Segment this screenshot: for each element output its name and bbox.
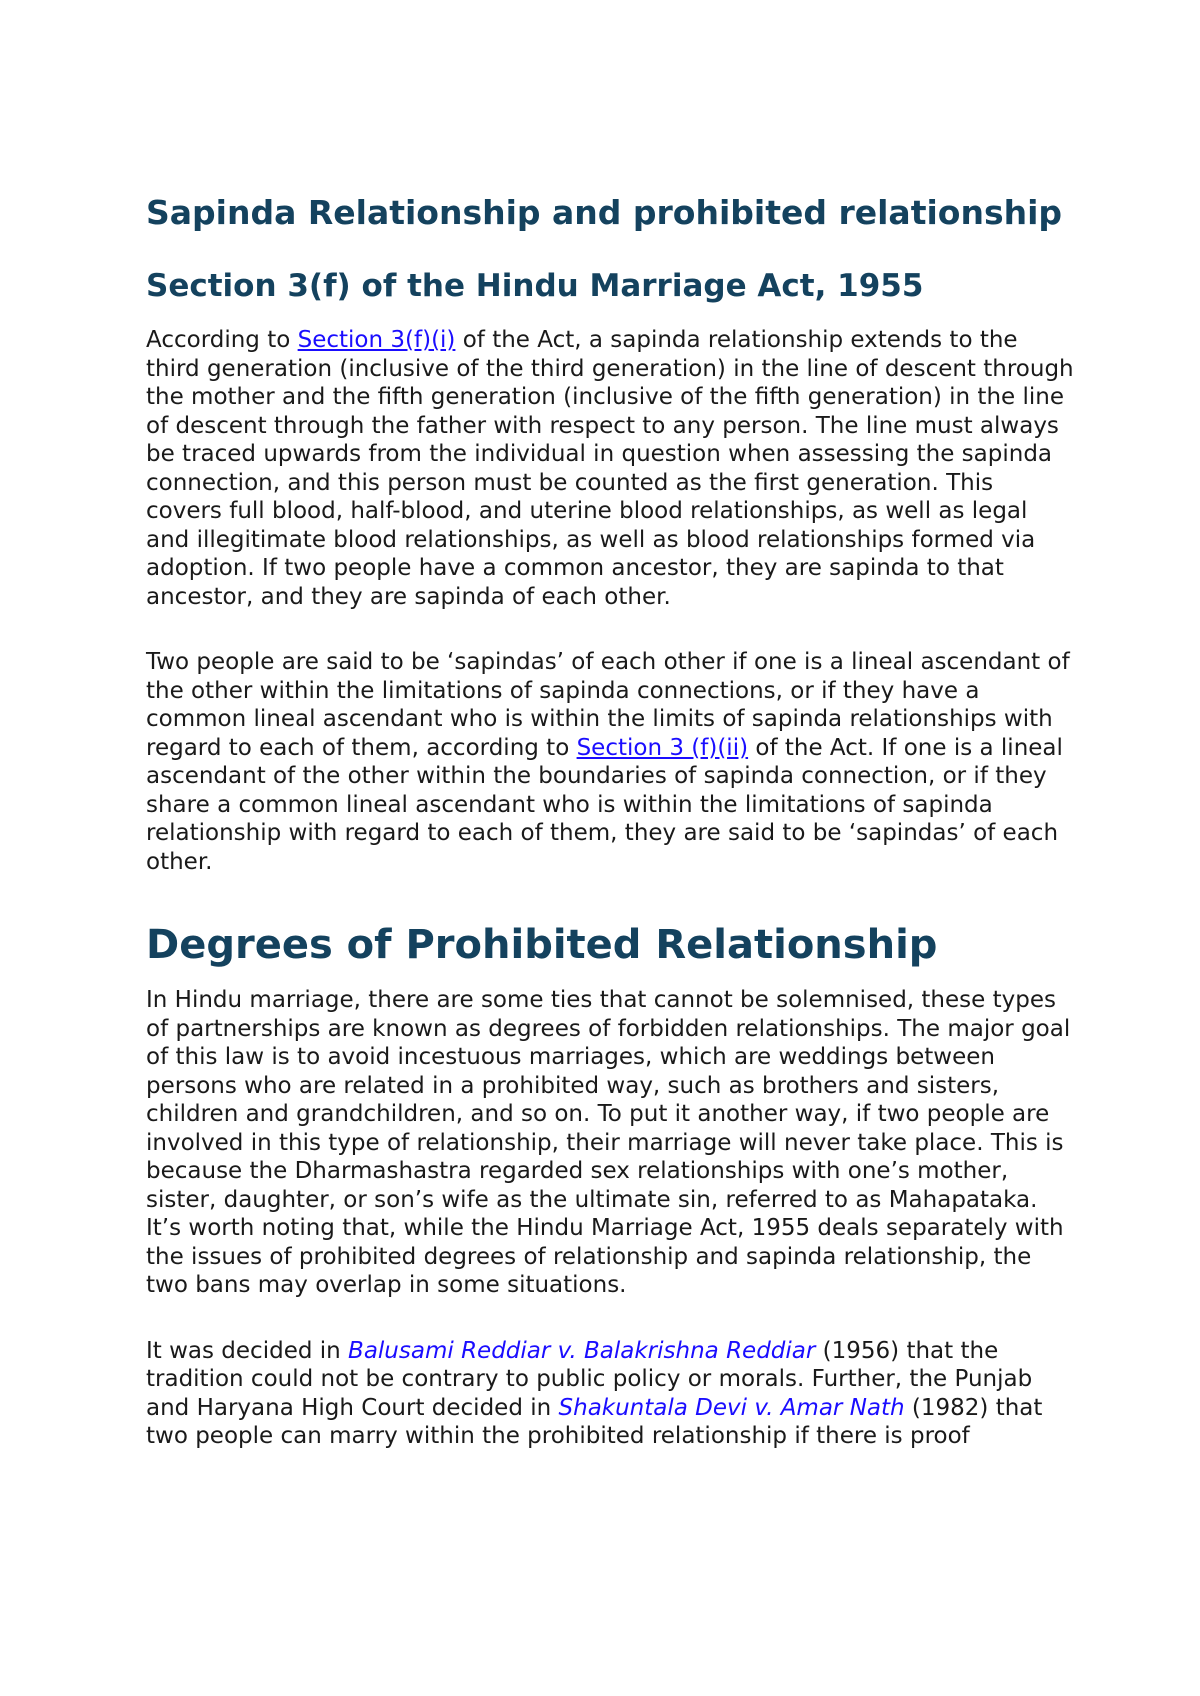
paragraph-text: (1956) that the tradition could not be contrary to public policy or morals. Further, the Punjab and Haryana High Court decided in <box>146 1337 1033 1421</box>
paragraph-text: It was decided in <box>146 1337 349 1364</box>
degrees-heading: Degrees of Prohibited Relationship <box>146 922 938 968</box>
section-heading: Section 3(f) of the Hindu Marriage Act, 1955 <box>146 268 924 304</box>
case-shakuntala-link[interactable]: Shakuntala Devi v. Amar Nath <box>558 1394 905 1421</box>
section-3fi-link[interactable]: Section 3(f)(i) <box>297 327 456 353</box>
paragraph-text: of the Act, a sapinda relationship extends to the third generation (inclusive of the third generation) in the line of descent through the mother and the fifth generation (inclusive of the fifth generation) in the line of descent through the father with respect to any person. The line must always be traced upwards from the individual in question when assessing the sapinda connection, and this person must be counted as the first generation. This covers full blood, half-blood, and uterine blood relationships, as well as legal and illegitimate blood relationships, as well as blood relationships formed via adoption. If two people have a common ancestor, they are sapinda to that ancestor, and they are sapinda of each other. <box>146 327 1074 610</box>
paragraph-text: (1982) that two people can marry within the prohibited relationship if there is proof <box>146 1394 1043 1449</box>
paragraph-degrees: In Hindu marriage, there are some ties that cannot be solemnised, these types of partnerships are known as degrees of forbidden relationships. The major goal of this law is to avoid incestuous marriages, which are weddings between persons who are related in a prohibited way, such as brothers and sisters, children and grandchildren, and so on. To put it another way, if two people are involved in this type of relationship, their marriage will never take place. This is because the Dharmashastra regarded sex relationships with one’s mother, sister, daughter, or son’s wife as the ultimate sin, referred to as Mahapataka. It’s worth noting that, while the Hindu Marriage Act, 1955 deals separately with the issues of prohibited degrees of relationship and sapinda relationship, the two bans may overlap in some situations. <box>146 987 1071 1298</box>
paragraph-cases <box>146 1337 1076 1451</box>
paragraph-sapindas <box>146 648 1076 876</box>
section-3fii-link[interactable]: Section 3 (f)(ii) <box>576 734 749 761</box>
case-balusami-link[interactable]: Balusami Reddiar v. Balakrishna Reddiar <box>348 1337 816 1364</box>
document-title: Sapinda Relationship and prohibited relationship <box>146 193 1063 232</box>
document-page <box>146 190 1076 1451</box>
paragraph-sapinda-definition <box>146 326 1076 611</box>
paragraph-text: Two people are said to be ‘sapindas’ of each other if one is a lineal ascendant of the other within the limitations of sapinda connections, or if they have a common lineal ascendant who is within the limits of sapinda relationships with regard to each of them, according to <box>146 649 1070 761</box>
paragraph-text: of the Act. If one is a lineal ascendant of the other within the boundaries of sapinda connection, or if they share a common lineal ascendant who is within the limitations of sapinda relationship with regard to each of them, they are said to be ‘sapindas’ of each other. <box>146 734 1063 875</box>
paragraph-text: According to <box>146 327 298 353</box>
